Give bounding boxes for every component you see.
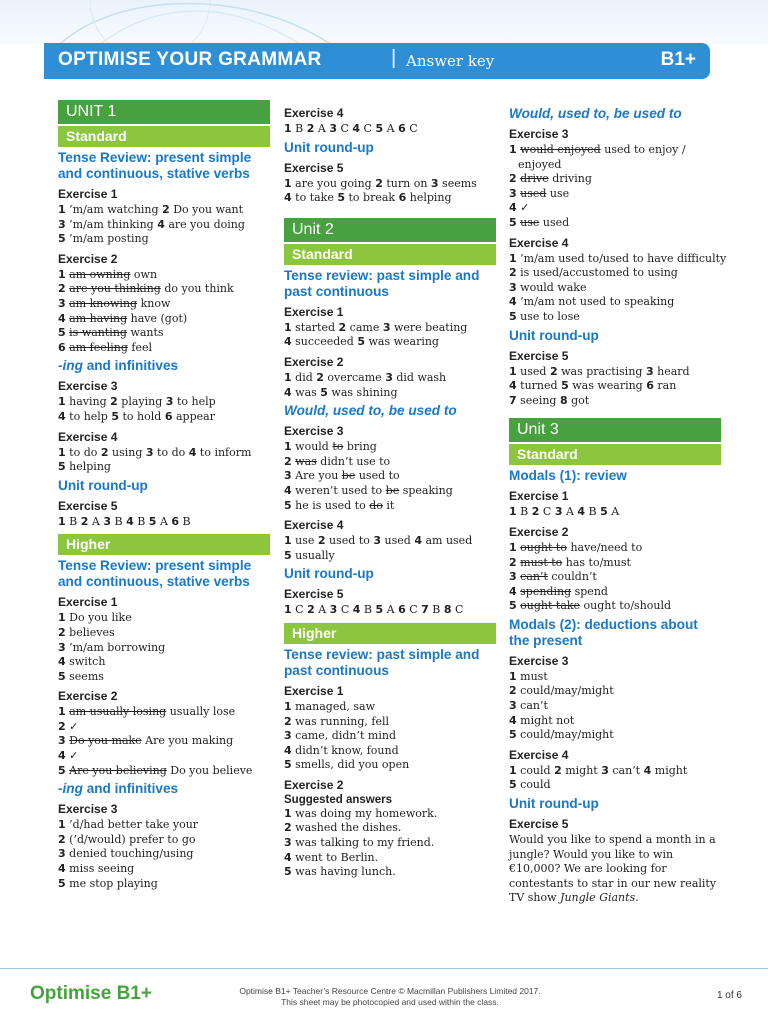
answer-line: 3 used use bbox=[509, 186, 570, 200]
answer-line: 1 am usually losing usually lose bbox=[58, 705, 236, 719]
answer-line: 5 he is used to do it bbox=[284, 498, 395, 512]
answer-line: 4 switch bbox=[58, 655, 106, 669]
unit-heading: Unit 2 bbox=[284, 218, 496, 242]
answer-list bbox=[509, 251, 727, 325]
answer-line: 2 is used/accustomed to using bbox=[509, 266, 678, 280]
answer-line: 2 washed the dishes. bbox=[284, 821, 402, 835]
answer-line: 1 would to bring bbox=[284, 440, 377, 454]
topic-heading: Modals (2): deductions about the present bbox=[509, 616, 698, 648]
answer-line: 3 ’m/am thinking 4 are you doing bbox=[58, 217, 245, 231]
level-label: B1+ bbox=[660, 49, 696, 70]
page-title: OPTIMISE YOUR GRAMMAR bbox=[58, 49, 322, 70]
exercise-title: Exercise 2 bbox=[284, 354, 344, 369]
answer-list bbox=[284, 371, 496, 400]
exercise-title: Exercise 2 bbox=[509, 524, 569, 539]
answer-list bbox=[58, 268, 270, 356]
page-number: 1 of 6 bbox=[716, 990, 742, 1001]
answer-line: 5 ’m/am posting bbox=[58, 232, 149, 246]
answer-line: 4 spending spend bbox=[509, 584, 608, 598]
answer-line: 5 ought take ought to/should bbox=[509, 599, 672, 613]
footer-copyright: Optimise B1+ Teacher’s Resource Centre © Macmillan Publishers Limited 2017. This sheet may be photocopied and used within the class. bbox=[239, 986, 541, 1007]
exercise-title: Exercise 4 bbox=[284, 106, 344, 120]
answer-line: 7 seeing 8 got bbox=[509, 393, 590, 407]
answer-line: 3 was talking to my friend. bbox=[284, 836, 435, 850]
answer-list bbox=[58, 395, 270, 424]
answer-list bbox=[509, 505, 721, 520]
exercise-title: Exercise 3 bbox=[58, 379, 118, 394]
answer-line: 1 used 2 was practising 3 heard bbox=[509, 364, 690, 378]
topic-heading: Modals (1): review bbox=[509, 468, 627, 484]
topic-heading: Tense Review: present simple and continuous, stative verbs bbox=[58, 150, 252, 181]
answer-line: 1 must bbox=[509, 669, 548, 683]
answer-line: 3 denied touching/using bbox=[58, 847, 194, 861]
answer-line: 5 seems bbox=[58, 669, 104, 683]
column-2 bbox=[284, 100, 496, 880]
answer-line: 2 ✓ bbox=[58, 719, 79, 733]
answer-line: 3 Are you be used to bbox=[284, 469, 400, 483]
topic-heading: Tense Review: present simple and continuous, stative verbs bbox=[58, 558, 252, 590]
answer-line: 4 am having have (got) bbox=[58, 311, 188, 325]
answer-list bbox=[284, 807, 496, 880]
answer-line: 2 was didn’t use to bbox=[284, 454, 391, 468]
footer-divider bbox=[0, 968, 768, 969]
level-heading: Higher bbox=[58, 534, 270, 555]
answer-line: 4 weren’t used to be speaking bbox=[284, 483, 453, 497]
exercise-subtitle: Suggested answers bbox=[284, 793, 393, 806]
answer-line: 1 ’m/am watching 2 Do you want bbox=[58, 203, 244, 216]
answer-list bbox=[58, 705, 270, 778]
exercise-title: Exercise 3 bbox=[284, 424, 344, 439]
footer-brand: Optimise B1+ bbox=[30, 983, 152, 1004]
answer-line: 5 is wanting wants bbox=[58, 326, 164, 340]
answer-line: 1 are you going 2 turn on 3 seems bbox=[284, 176, 477, 190]
answer-line: 4 miss seeing bbox=[58, 862, 135, 876]
answer-line: 4 ✓ bbox=[509, 201, 530, 215]
exercise-title: Exercise 1 bbox=[58, 187, 118, 201]
topic-heading: Unit round-up bbox=[284, 139, 374, 155]
answer-line: 1 having 2 playing 3 to help bbox=[58, 395, 216, 409]
exercise-title: Exercise 4 bbox=[509, 747, 569, 762]
answer-line: 5 could bbox=[509, 778, 551, 792]
exercise-title: Exercise 1 bbox=[509, 489, 569, 504]
answer-line: 3 am knowing know bbox=[58, 296, 171, 310]
exercise-title: Exercise 2 bbox=[284, 777, 344, 792]
answer-line: 4 to take 5 to break 6 helping bbox=[284, 191, 452, 205]
answer-list bbox=[284, 122, 496, 137]
answer-line: 1 am owning own bbox=[58, 267, 158, 281]
answer-list bbox=[58, 515, 270, 530]
answer-line: 1 C 2 A 3 C 4 B 5 A 6 C 7 B 8 C bbox=[284, 603, 464, 617]
level-heading: Standard bbox=[58, 126, 270, 147]
exercise-title: Exercise 1 bbox=[284, 304, 344, 319]
answer-line: 1 ’d/had better take your bbox=[58, 818, 199, 832]
answer-line: 1 B 2 A 3 C 4 C 5 A 6 C bbox=[284, 122, 418, 135]
topic-heading: Would, used to, be used to bbox=[284, 403, 457, 419]
answer-list bbox=[58, 611, 270, 684]
answer-list bbox=[509, 764, 721, 793]
answer-line: 5 usually bbox=[284, 548, 335, 562]
answer-line: 3 Do you make Are you making bbox=[58, 734, 234, 748]
exercise-title: Exercise 5 bbox=[58, 498, 118, 513]
column-1 bbox=[58, 100, 270, 891]
answer-line: 1 to do 2 using 3 to do 4 to inform bbox=[58, 445, 252, 459]
answer-list bbox=[509, 541, 721, 614]
answer-line: 2 (’d/would) prefer to go bbox=[58, 832, 196, 846]
exercise-title: Exercise 3 bbox=[509, 653, 569, 668]
answer-line: 3 came, didn’t mind bbox=[284, 729, 396, 743]
answer-line: 2 could/may/might bbox=[509, 684, 614, 698]
answer-line: 1 managed, saw bbox=[284, 699, 375, 713]
answer-line: 5 could/may/might bbox=[509, 728, 614, 742]
answer-list bbox=[284, 534, 496, 563]
answer-line: 1 started 2 came 3 were beating bbox=[284, 320, 468, 334]
answer-list bbox=[58, 203, 270, 247]
exercise-title: Exercise 5 bbox=[284, 587, 344, 602]
answer-line: 1 was doing my homework. bbox=[284, 806, 438, 820]
answer-list bbox=[284, 700, 496, 773]
page-subtitle: Answer key bbox=[406, 52, 495, 70]
answer-list bbox=[284, 603, 496, 618]
answer-line: 2 believes bbox=[58, 625, 115, 639]
title-banner bbox=[44, 43, 710, 79]
answer-list bbox=[58, 818, 270, 891]
exercise-title: Exercise 1 bbox=[284, 683, 344, 698]
exercise-title: Exercise 3 bbox=[58, 802, 118, 817]
unit-heading: Unit 3 bbox=[509, 418, 721, 442]
topic-heading: -ing and infinitives bbox=[58, 781, 179, 797]
answer-line: 4 succeeded 5 was wearing bbox=[284, 335, 439, 349]
answer-line: 3 would wake bbox=[509, 280, 587, 294]
topic-heading: Tense review: past simple and past continuous bbox=[284, 646, 480, 678]
answer-line: 4 went to Berlin. bbox=[284, 850, 379, 864]
answer-list bbox=[509, 670, 721, 743]
answer-line: 4 ’m/am not used to speaking bbox=[509, 295, 675, 309]
answer-line: 1 would enjoyed used to enjoy / enjoyed bbox=[509, 143, 686, 171]
column-3 bbox=[509, 100, 727, 906]
topic-heading: Unit round-up bbox=[58, 477, 148, 493]
answer-line: 4 was 5 was shining bbox=[284, 385, 398, 399]
answer-line: 4 didn’t know, found bbox=[284, 743, 399, 757]
exercise-title: Exercise 5 bbox=[509, 348, 569, 363]
answer-line: 5 use used bbox=[509, 215, 570, 229]
title-separator: | bbox=[391, 47, 397, 69]
answer-line: 5 use to lose bbox=[509, 309, 580, 323]
answer-list bbox=[58, 446, 270, 475]
exercise-title: Exercise 2 bbox=[58, 689, 118, 704]
answer-line: 3 can’t couldn’t bbox=[509, 570, 597, 584]
answer-line: 1 B 2 C 3 A 4 B 5 A bbox=[509, 505, 620, 519]
topic-heading: Tense review: past simple and past continuous bbox=[284, 267, 480, 299]
answer-line: 5 me stop playing bbox=[58, 876, 158, 890]
topic-heading: Would, used to, be used to bbox=[509, 106, 682, 121]
answer-line: 1 Do you like bbox=[58, 611, 132, 625]
answer-line: 2 was running, fell bbox=[284, 714, 390, 728]
answer-list bbox=[509, 365, 721, 409]
level-heading: Higher bbox=[284, 623, 496, 644]
exercise-title: Exercise 4 bbox=[509, 235, 569, 250]
answer-list bbox=[509, 143, 721, 231]
answer-line: 1 use 2 used to 3 used 4 am used bbox=[284, 534, 473, 548]
topic-heading: Unit round-up bbox=[509, 327, 599, 343]
exercise-title: Exercise 4 bbox=[284, 518, 344, 533]
answer-line: 1 could 2 might 3 can’t 4 might bbox=[509, 763, 688, 777]
answer-line: 3 can’t bbox=[509, 699, 548, 713]
answer-line: 2 drive driving bbox=[509, 172, 592, 186]
answer-line: 3 ’m/am borrowing bbox=[58, 640, 166, 654]
exercise-title: Exercise 3 bbox=[509, 127, 569, 141]
answer-line: 5 smells, did you open bbox=[284, 758, 410, 772]
level-heading: Standard bbox=[284, 244, 496, 265]
answer-line: 1 did 2 overcame 3 did wash bbox=[284, 370, 447, 384]
answer-line: 4 might not bbox=[509, 713, 575, 727]
topic-heading: Unit round-up bbox=[509, 796, 599, 812]
answer-line: 1 ’m/am used to/used to have difficulty bbox=[509, 251, 727, 265]
answer-line: 2 are you thinking do you think bbox=[58, 282, 234, 296]
exercise-title: Exercise 4 bbox=[58, 429, 118, 444]
answer-line: 4 turned 5 was wearing 6 ran bbox=[509, 379, 677, 393]
answer-list bbox=[284, 440, 496, 513]
answer-line: 2 must to has to/must bbox=[509, 555, 631, 569]
header-decoration bbox=[0, 0, 768, 44]
unit-heading: UNIT 1 bbox=[58, 100, 270, 124]
topic-heading: Unit round-up bbox=[284, 566, 374, 582]
exercise-title: Exercise 2 bbox=[58, 251, 118, 266]
topic-heading: -ing and infinitives bbox=[58, 358, 179, 374]
answer-line: 1 B 2 A 3 B 4 B 5 A 6 B bbox=[58, 514, 191, 528]
answer-paragraph: Would you like to spend a month in a jungle? Would you like to win €10,000? We are looking for contestants to star in our new reality TV show Jungle Giants. bbox=[509, 833, 717, 905]
answer-list bbox=[284, 177, 496, 206]
exercise-title: Exercise 1 bbox=[58, 595, 118, 610]
answer-line: 5 Are you believing Do you believe bbox=[58, 763, 253, 777]
answer-line: 5 was having lunch. bbox=[284, 865, 396, 879]
answer-line: 4 to help 5 to hold 6 appear bbox=[58, 409, 215, 423]
answer-line: 6 am feeling feel bbox=[58, 340, 153, 354]
answer-list bbox=[284, 321, 496, 350]
exercise-title: Exercise 5 bbox=[284, 160, 344, 175]
answer-line: 1 ought to have/need to bbox=[509, 540, 643, 554]
exercise-title: Exercise 5 bbox=[509, 817, 569, 832]
answer-line: 4 ✓ bbox=[58, 749, 79, 763]
decorative-swirl bbox=[0, 0, 768, 44]
answer-line: 5 helping bbox=[58, 460, 111, 474]
level-heading: Standard bbox=[509, 444, 721, 465]
